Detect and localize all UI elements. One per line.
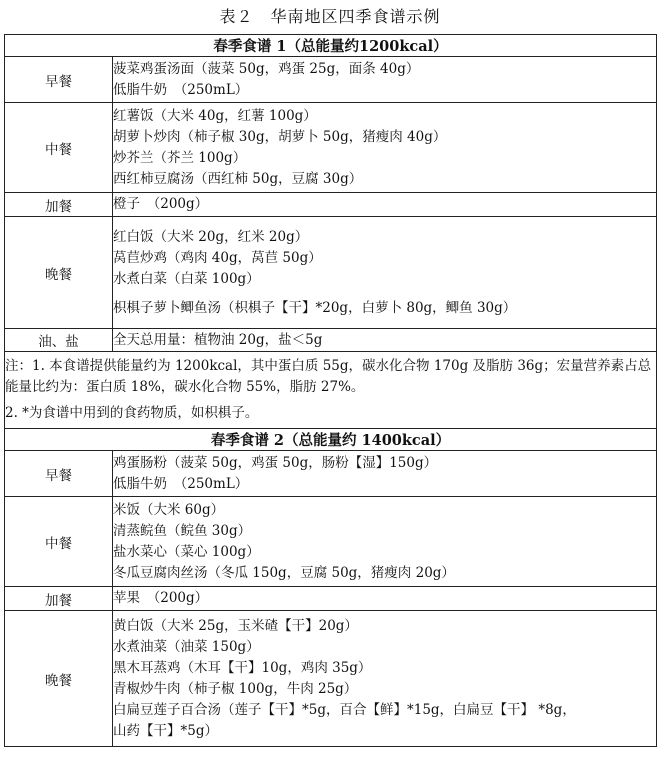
menu-item: 西红柿豆腐汤（西红柿 50g，豆腐 30g） (113, 170, 363, 187)
menu2-snack-label: 加餐 (5, 587, 113, 611)
menu-item: 水煮油菜（油菜 150g） (113, 638, 260, 655)
menu1-lunch-row (5, 103, 657, 193)
menu2-breakfast-items (113, 451, 657, 497)
menu1-dinner-row (5, 217, 657, 329)
menu-item: 菠菜鸡蛋汤面（菠菜 50g，鸡蛋 25g，面条 40g） (113, 60, 420, 77)
menu-item: 胡萝卜炒肉（柿子椒 30g，胡萝卜 50g，猪瘦肉 40g） (113, 128, 447, 145)
menu-item: 低脂牛奶 （250mL） (113, 81, 249, 98)
menu-item: 青椒炒牛肉（柿子椒 100g，牛肉 25g） (113, 680, 358, 697)
menu-item: 枳椇子萝卜鲫鱼汤（枳椇子【干】*20g，白萝卜 80g，鲫鱼 30g） (113, 299, 517, 316)
menu-item: 米饭（大米 60g） (113, 501, 225, 518)
menu-table (4, 34, 657, 747)
note-1: 注：1. 本食谱提供能量约为 1200kcal，其中蛋白质 55g，碳水化合物 170g 及脂肪 36g；宏量营养素占总能量比约为：蛋白质 18%，碳水化合物 55%，脂肪 27%。 (5, 358, 652, 395)
menu1-breakfast-row (5, 57, 657, 103)
menu-item: 炒芥兰（芥兰 100g） (113, 149, 247, 166)
menu-item: 鸡蛋肠粉（菠菜 50g，鸡蛋 50g，肠粉【湿】150g） (113, 454, 438, 471)
menu1-lunch-items (113, 103, 657, 193)
menu-item: 水煮白菜（白菜 100g） (113, 270, 260, 287)
menu2-lunch-label: 中餐 (5, 497, 113, 587)
menu-item: 冬瓜豆腐肉丝汤（冬瓜 150g，豆腐 50g，猪瘦肉 20g） (113, 564, 455, 581)
menu2-lunch-items (113, 497, 657, 587)
menu1-snack-row (5, 193, 657, 217)
menu2-dinner-row (5, 611, 657, 747)
table-title: 表２ 华南地区四季食谱示例 (219, 7, 441, 26)
menu-item: 红白饭（大米 20g，红米 20g） (113, 228, 309, 245)
menu2-heading-row (5, 429, 657, 451)
note-2: 2. *为食谱中用到的食药物质，如枳椇子。 (5, 405, 259, 421)
menu-item: 红薯饭（大米 40g，红薯 100g） (113, 107, 317, 124)
menu1-notes (5, 352, 657, 429)
menu1-dinner-label: 晚餐 (5, 217, 113, 329)
menu-item: 橙子 （200g） (113, 196, 209, 212)
menu1-heading-row (5, 35, 657, 57)
menu1-oil-salt-text (113, 329, 657, 352)
menu1-lunch-label: 中餐 (5, 103, 113, 193)
notes-block (5, 356, 656, 424)
menu2-heading: 春季食谱 2（总能量约 1400kcal） (5, 429, 657, 451)
menu1-dinner-items (113, 217, 657, 329)
menu-item: 盐水菜心（菜心 100g） (113, 543, 260, 560)
menu-item: 黄白饭（大米 25g，玉米碴【干】20g） (113, 617, 358, 634)
menu2-snack-items (113, 587, 657, 611)
menu2-breakfast-label: 早餐 (5, 451, 113, 497)
menu-item: 黑木耳蒸鸡（木耳【干】10g，鸡肉 35g） (113, 659, 372, 676)
menu2-snack-row (5, 587, 657, 611)
menu1-notes-row (5, 352, 657, 429)
menu1-heading: 春季食谱 1（总能量约1200kcal） (5, 35, 657, 57)
menu1-breakfast-label: 早餐 (5, 57, 113, 103)
menu2-dinner-items (113, 611, 657, 747)
oil-salt-text: 全天总用量：植物油 20g，盐＜5g (113, 331, 323, 348)
menu2-dinner-label: 晚餐 (5, 611, 113, 747)
menu1-breakfast-items (113, 57, 657, 103)
menu1-snack-label: 加餐 (5, 193, 113, 217)
menu2-breakfast-row (5, 451, 657, 497)
menu-item: 白扁豆莲子百合汤（莲子【干】*5g，百合【鲜】*15g，白扁豆【干】 *8g， (113, 701, 576, 718)
menu2-lunch-row (5, 497, 657, 587)
menu-item: 低脂牛奶 （250mL） (113, 475, 249, 492)
menu-item: 莴苣炒鸡（鸡肉 40g，莴苣 50g） (113, 249, 322, 266)
menu1-oil-salt-label: 油、盐 (5, 329, 113, 352)
menu-item: 清蒸鲩鱼（鲩鱼 30g） (113, 522, 252, 539)
menu-item: 苹果 （200g） (113, 590, 209, 606)
menu1-oil-salt-row (5, 329, 657, 352)
menu1-snack-items (113, 193, 657, 217)
menu-item: 山药【干】*5g） (113, 722, 218, 739)
